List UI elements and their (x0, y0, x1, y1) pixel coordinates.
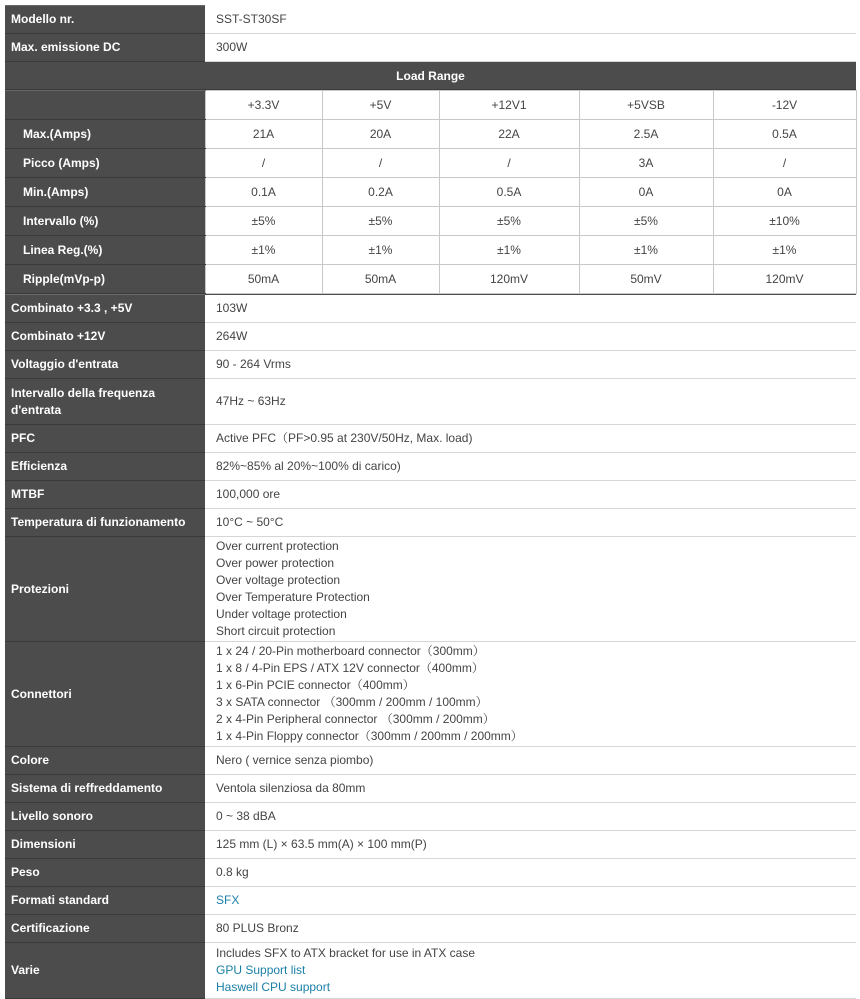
spec-row-certificazione (5, 915, 856, 943)
spec-value (205, 537, 856, 642)
spec-value (205, 481, 856, 509)
spec-value-line: 1 x 24 / 20-Pin motherboard connector（300mm） (216, 644, 485, 658)
spec-value-text: 300W (216, 40, 248, 54)
load-cell: 20A (322, 120, 439, 149)
spec-label: Protezioni (5, 537, 205, 642)
load-range-table (5, 90, 857, 294)
spec-row-livello-sonoro (5, 803, 856, 831)
spec-label: Intervallo della frequenza d'entrata (5, 379, 205, 425)
load-cell: 3A (579, 149, 713, 178)
spec-value (205, 295, 856, 323)
load-row-min-amps (5, 178, 856, 207)
spec-label: Temperatura di funzionamento (5, 509, 205, 537)
spec-value-line: 1 x 8 / 4-Pin EPS / ATX 12V connector（400mm） (216, 661, 484, 675)
spec-value-text: 47Hz ~ 63Hz (216, 394, 286, 408)
spec-row-voltaggio-d-entrata (5, 351, 856, 379)
load-row-picco-amps (5, 149, 856, 178)
spec-value-line: 3 x SATA connector （300mm / 200mm / 100mm） (216, 695, 488, 709)
load-cell: ±1% (713, 236, 856, 265)
spec-value-line: Over current protection (216, 539, 339, 553)
load-cell: ±5% (205, 207, 322, 236)
spec-row-dimensioni (5, 831, 856, 859)
load-range-title: Load Range (5, 62, 856, 90)
spec-value-text: 0 ~ 38 dBA (216, 809, 276, 823)
spec-value-text: 125 mm (L) × 63.5 mm(A) × 100 mm(P) (216, 837, 427, 851)
spec-value (205, 379, 856, 425)
load-cell: ±5% (579, 207, 713, 236)
spec-value-text: Active PFC（PF>0.95 at 230V/50Hz, Max. load) (216, 431, 473, 445)
spec-label: MTBF (5, 481, 205, 509)
spec-value (205, 915, 856, 943)
load-cell: ±10% (713, 207, 856, 236)
load-cell: 22A (439, 120, 579, 149)
spec-row-mtbf (5, 481, 856, 509)
load-range-cell (5, 90, 856, 295)
load-cell: ±5% (322, 207, 439, 236)
spec-label: Modello nr. (5, 6, 205, 34)
load-cell: 0.5A (713, 120, 856, 149)
load-cell: 120mV (713, 265, 856, 294)
load-cell: 50mV (579, 265, 713, 294)
spec-value-line: Over Temperature Protection (216, 590, 370, 604)
spec-value-text: Nero ( vernice senza piombo) (216, 753, 374, 767)
spec-label: Livello sonoro (5, 803, 205, 831)
load-cell: 0A (713, 178, 856, 207)
load-row-max-amps (5, 120, 856, 149)
load-row-linea-reg (5, 236, 856, 265)
load-row-label: Picco (Amps) (5, 149, 205, 178)
spec-label: Connettori (5, 642, 205, 747)
spec-value-line: Over power protection (216, 556, 335, 570)
load-cell: 50mA (322, 265, 439, 294)
spec-label: Voltaggio d'entrata (5, 351, 205, 379)
spec-label: Sistema di reffreddamento (5, 775, 205, 803)
spec-row-sistema-di-reffreddamento (5, 775, 856, 803)
load-range-header-row (5, 62, 856, 90)
spec-row-temperatura-di-funzionamento (5, 509, 856, 537)
spec-value (205, 859, 856, 887)
spec-value (205, 775, 856, 803)
spec-value (205, 747, 856, 775)
load-cell: / (439, 149, 579, 178)
load-cell: 0A (579, 178, 713, 207)
spec-row-protezioni (5, 537, 856, 642)
load-cell: / (322, 149, 439, 178)
spec-value-line: Under voltage protection (216, 607, 347, 621)
spec-value (205, 887, 856, 915)
spec-label: Efficienza (5, 453, 205, 481)
load-cell: 0.2A (322, 178, 439, 207)
load-cell: / (205, 149, 322, 178)
spec-value-text: 82%~85% al 20%~100% di carico) (216, 459, 401, 473)
load-cell: 120mV (439, 265, 579, 294)
link-gpu-support-list[interactable]: GPU Support list (216, 963, 306, 977)
load-row-label: Ripple(mVp-p) (5, 265, 205, 294)
spec-row-varie (5, 943, 856, 999)
spec-label: Peso (5, 859, 205, 887)
link-haswell-cpu-support[interactable]: Haswell CPU support (216, 980, 331, 994)
spec-row-pfc (5, 425, 856, 453)
spec-row-colore (5, 747, 856, 775)
spec-value-text: 80 PLUS Bronz (216, 921, 299, 935)
spec-value-line: 1 x 4-Pin Floppy connector（300mm / 200mm / 200mm） (216, 729, 523, 743)
spec-value (205, 425, 856, 453)
spec-row-combinato-3-3-5v (5, 295, 856, 323)
load-cell: ±1% (439, 236, 579, 265)
spec-label: Colore (5, 747, 205, 775)
spec-value-text: 103W (216, 300, 248, 315)
specifications-table (5, 5, 856, 999)
spec-value-text: 90 - 264 Vrms (216, 357, 291, 371)
spec-label: Varie (5, 943, 205, 999)
load-cell: 2.5A (579, 120, 713, 149)
spec-row-intervallo-della-frequenza-d-entrata (5, 379, 856, 425)
spec-label: Dimensioni (5, 831, 205, 859)
spec-value-text: SST-ST30SF (216, 11, 287, 26)
rail-header-5v: +5V (322, 91, 439, 120)
spec-label: PFC (5, 425, 205, 453)
spec-row-peso (5, 859, 856, 887)
spec-value (205, 453, 856, 481)
rail-header-3-3v: +3.3V (205, 91, 322, 120)
link-sfx[interactable]: SFX (216, 893, 240, 907)
load-cell: / (713, 149, 856, 178)
spec-value (205, 831, 856, 859)
load-row-label: Linea Reg.(%) (5, 236, 205, 265)
spec-value (205, 509, 856, 537)
load-cell: 21A (205, 120, 322, 149)
load-cell: ±1% (322, 236, 439, 265)
spec-label: Certificazione (5, 915, 205, 943)
spec-row-combinato-12v (5, 323, 856, 351)
spec-value (205, 803, 856, 831)
spec-value (205, 351, 856, 379)
load-cell: 0.5A (439, 178, 579, 207)
spec-value-text: 0.8 kg (216, 865, 249, 879)
spec-label: Formati standard (5, 887, 205, 915)
load-range-row (5, 90, 856, 295)
spec-value (205, 943, 856, 999)
spec-value-line: Over voltage protection (216, 573, 341, 587)
load-cell: 0.1A (205, 178, 322, 207)
load-range-corner (5, 91, 205, 120)
spec-row-connettori (5, 642, 856, 747)
spec-row-efficienza (5, 453, 856, 481)
spec-value (205, 34, 856, 62)
spec-label: Combinato +12V (5, 323, 205, 351)
spec-value-line: Includes SFX to ATX bracket for use in ATX case (216, 946, 476, 960)
load-range-columns (5, 91, 856, 120)
spec-value-text: 264W (216, 329, 248, 343)
spec-value-text: 10°C ~ 50°C (216, 515, 284, 529)
load-cell: ±1% (579, 236, 713, 265)
load-row-ripple-mvp-p (5, 265, 856, 294)
spec-value-line: Short circuit protection (216, 624, 336, 638)
spec-value-text: 100,000 ore (216, 487, 281, 501)
spec-value (205, 6, 856, 34)
spec-value-text: Ventola silenziosa da 80mm (216, 781, 366, 795)
load-cell: ±1% (205, 236, 322, 265)
load-row-intervallo (5, 207, 856, 236)
spec-value (205, 323, 856, 351)
spec-row-max-emissione-dc (5, 34, 856, 62)
rail-header-12v1: +12V1 (439, 91, 579, 120)
spec-value (205, 642, 856, 747)
rail-header-5vsb: +5VSB (579, 91, 713, 120)
load-row-label: Intervallo (%) (5, 207, 205, 236)
spec-row-formati-standard (5, 887, 856, 915)
spec-row-modello-nr (5, 6, 856, 34)
spec-value-line: 2 x 4-Pin Peripheral connector （300mm / 200mm） (216, 712, 495, 726)
load-cell: ±5% (439, 207, 579, 236)
spec-label: Max. emissione DC (5, 34, 205, 62)
load-row-label: Max.(Amps) (5, 120, 205, 149)
load-row-label: Min.(Amps) (5, 178, 205, 207)
spec-value-line: 1 x 6-Pin PCIE connector（400mm） (216, 678, 415, 692)
rail-header-12v: -12V (713, 91, 856, 120)
spec-label: Combinato +3.3 , +5V (5, 295, 205, 323)
load-cell: 50mA (205, 265, 322, 294)
